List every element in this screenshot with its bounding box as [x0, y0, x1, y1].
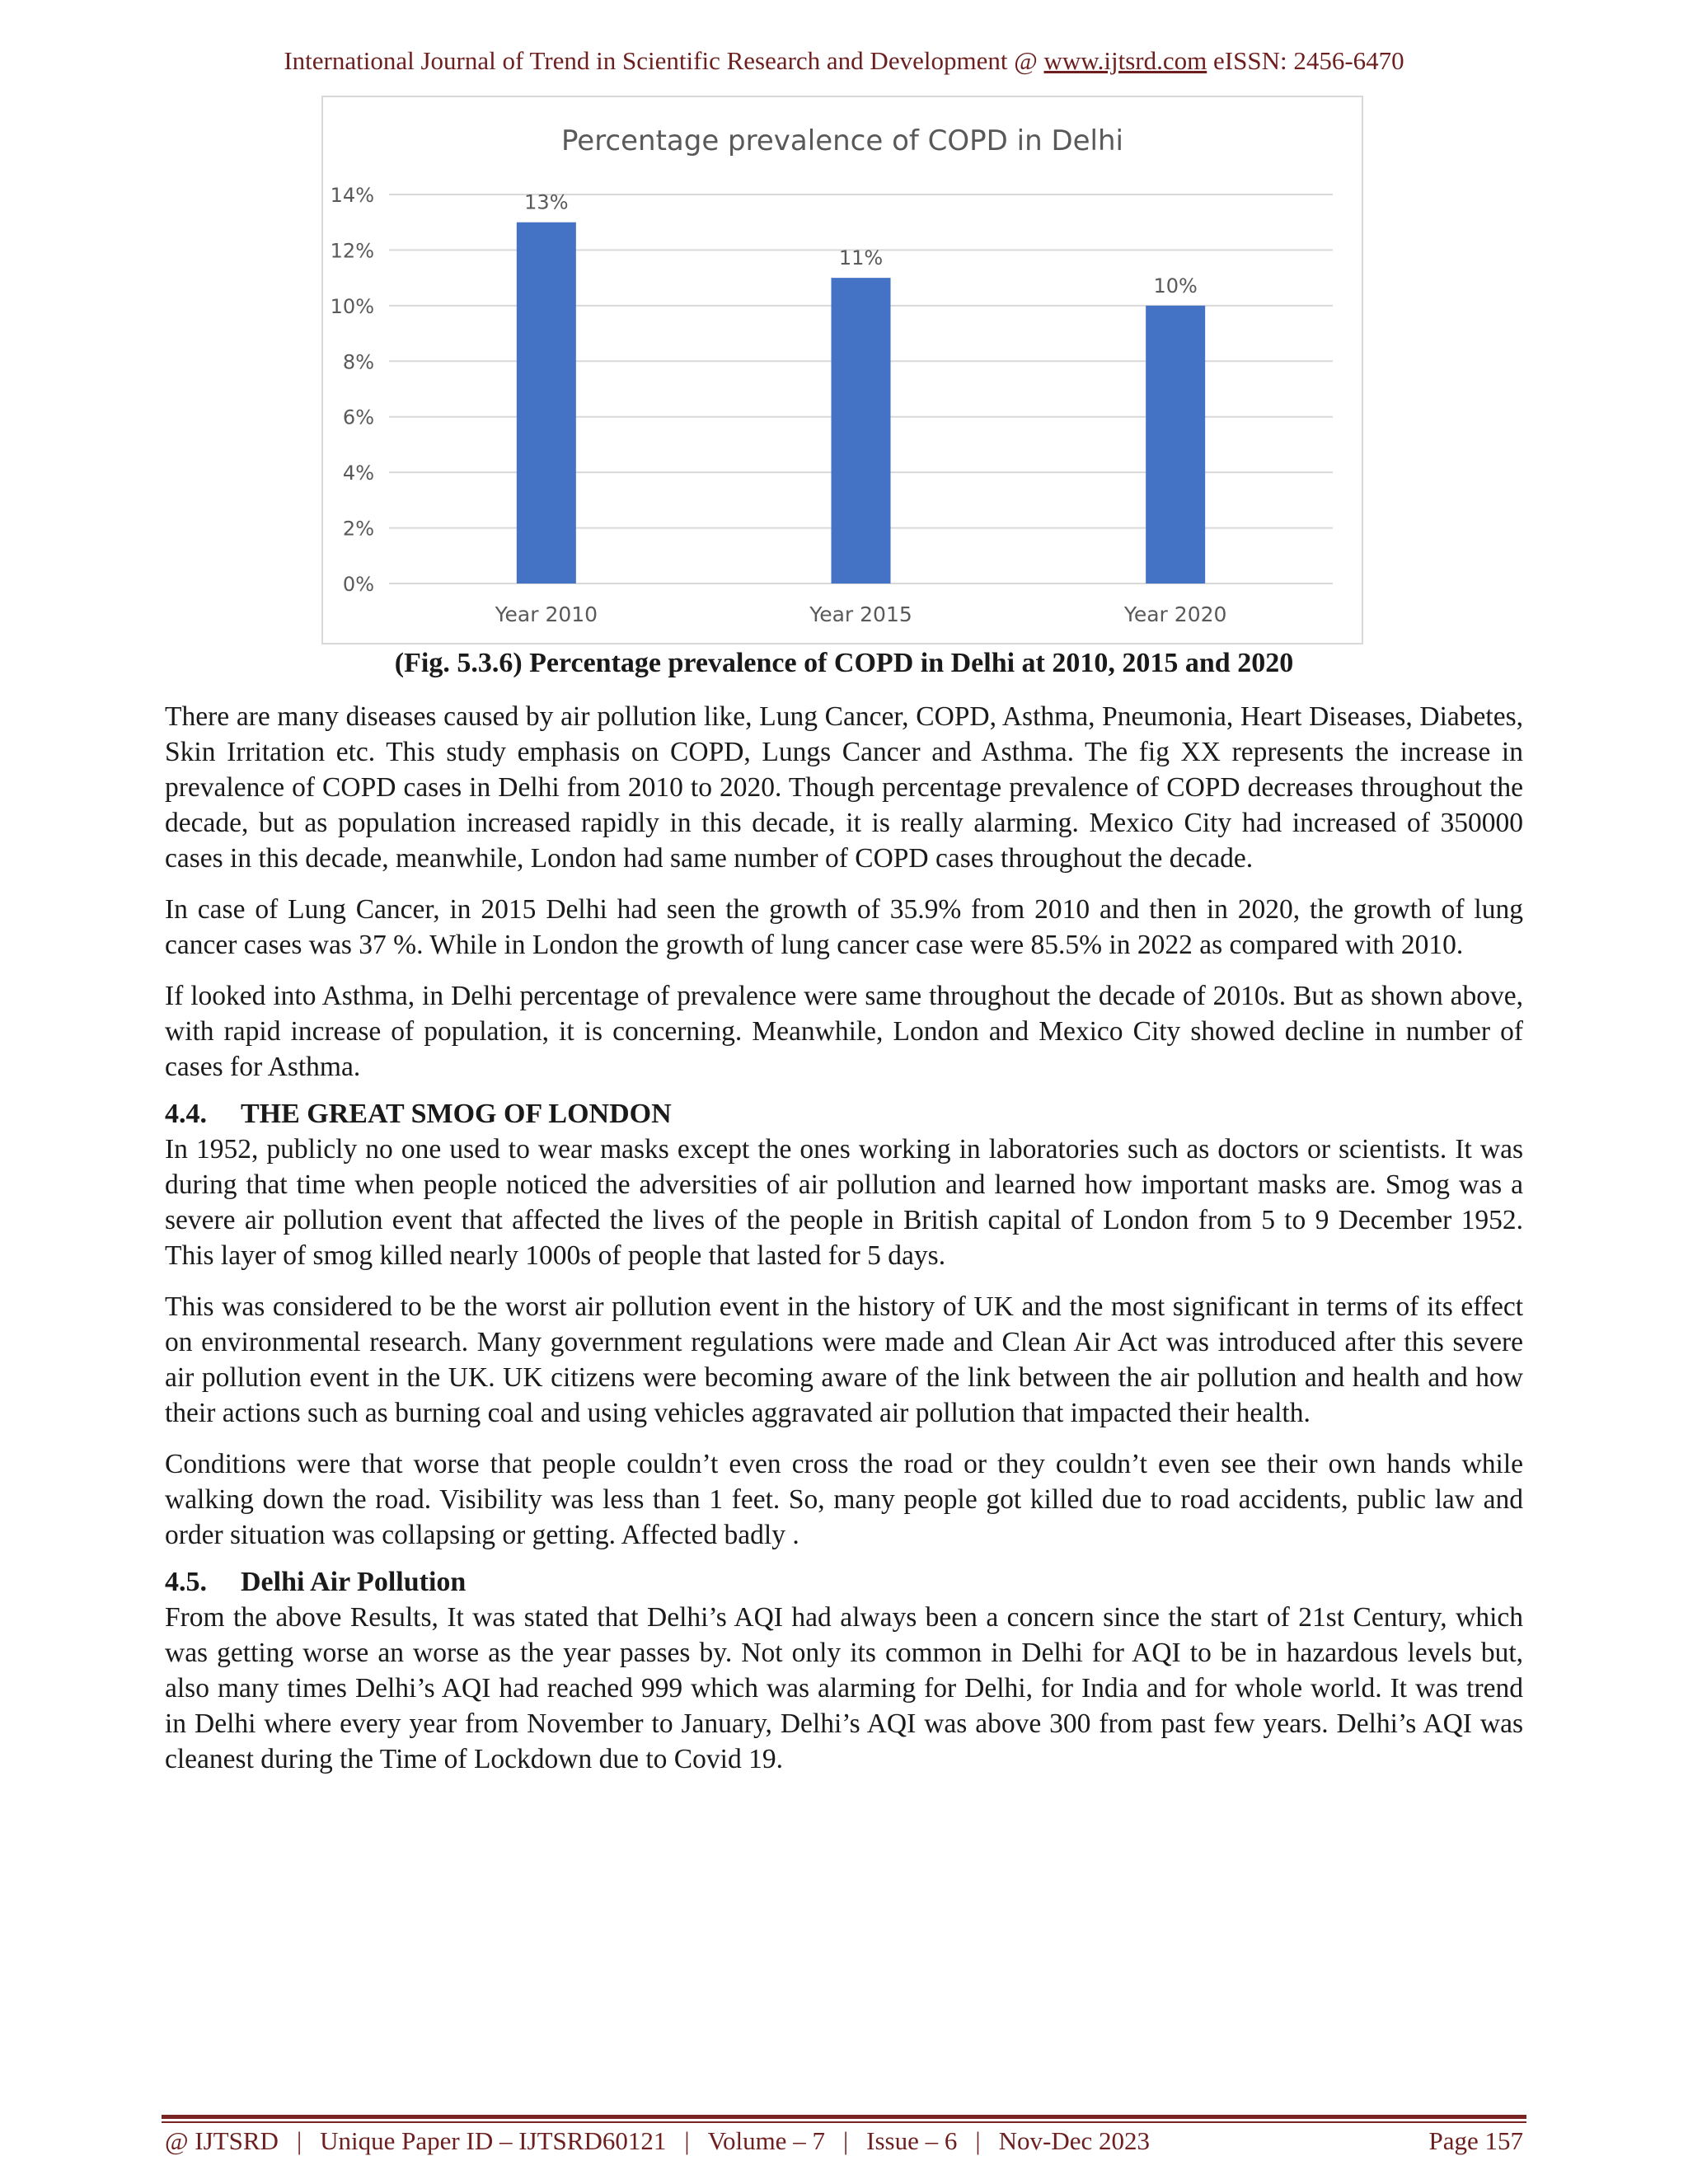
footer-paper-id: Unique Paper ID – IJTSRD60121 [320, 2126, 667, 2155]
chart-title: Percentage prevalence of COPD in Delhi [560, 124, 1124, 157]
section-number: 4.5. [165, 1567, 207, 1597]
bars [517, 223, 1205, 583]
paragraph-lung-cancer: In case of Lung Cancer, in 2015 Delhi had seen the growth of 35.9% from 2010 and then in 2020, the growth of lung cancer cases was 37 %. While in London the growth of lung cancer case were 85.5% in 2022 as compared with 2010. [165, 894, 1523, 960]
chart-svg [323, 97, 1362, 643]
paragraph-smog-3: Conditions were that worse that people couldn’t even cross the road or they couldn’t even see their own hands while walking down the road. Visibility was less than 1 feet. So, many people got killed due to road accidents, public law and order situation was collapsing or getting. Affected badly . [165, 1449, 1523, 1550]
figure-caption: (Fig. 5.3.6) Percentage prevalence of COPD in Delhi at 2010, 2015 and 2020 [394, 648, 1294, 678]
data-label: 10% [1153, 274, 1198, 298]
footer-rule-thick [162, 2115, 1526, 2119]
y-tick-label: 12% [330, 239, 374, 263]
x-tick-label: Year 2015 [809, 602, 912, 626]
y-tick-label: 14% [330, 184, 374, 207]
x-tick-label: Year 2020 [1123, 602, 1227, 626]
journal-link[interactable]: www.ijtsrd.com [1043, 46, 1207, 75]
paragraph-smog-1: In 1952, publicly no one used to wear masks except the ones working in laboratories such as doctors or scientists. It was during that time when people noticed the adversities of air pollution and learned how important masks are. Smog was a severe air pollution event that affected the lives of the people in British capital of London from 5 to 9 December 1952. This layer of smog killed nearly 1000s of people that lasted for 5 days. [165, 1134, 1523, 1271]
copd-chart [321, 96, 1363, 644]
footer-journal: @ IJTSRD [165, 2126, 279, 2155]
bar [832, 278, 891, 583]
footer-date: Nov-Dec 2023 [998, 2126, 1150, 2155]
y-tick-label: 10% [330, 294, 374, 318]
y-tick-label: 4% [342, 462, 374, 485]
paragraph-smog-2: This was considered to be the worst air pollution event in the history of UK and the most significant in terms of its effect on environmental research. Many government regulations were made and Clean Air Act was introduced after this severe air pollution event in the UK. UK citizens were becoming aware of the link between the air pollution and health and how their actions such as burning coal and using vehicles aggravated air pollution that impacted their health. [165, 1291, 1523, 1428]
section-heading-4-4 [165, 1096, 1523, 1132]
paragraph-asthma: If looked into Asthma, in Delhi percentage of prevalence were same throughout the decade of 2010s. But as shown above, with rapid increase of population, it is concerning. Meanwhile, London and Mexico City showed decline in number of cases for Asthma. [165, 981, 1523, 1082]
section-heading-4-5 [165, 1564, 1523, 1600]
header-prefix: International Journal of Trend in Scientific Research and Development @ [284, 46, 1044, 75]
paragraph-diseases: There are many diseases caused by air pollution like, Lung Cancer, COPD, Asthma, Pneumonia, Heart Diseases, Diabetes, Skin Irritation etc. This study emphasis on COPD, Lungs Cancer and Asthma. The fig XX represents the increase in prevalence of COPD cases in Delhi from 2010 to 2020. Though percentage prevalence of COPD decreases throughout the decade, but as population increased rapidly in this decade, it is really alarming. Mexico City had increased of 350000 cases in this decade, meanwhile, London had same number of COPD cases throughout the decade. [165, 701, 1523, 874]
page-footer [165, 2126, 1523, 2156]
section-number: 4.4. [165, 1099, 207, 1129]
x-tick-labels [495, 602, 1227, 626]
bar [517, 223, 576, 583]
bar [1146, 306, 1205, 583]
body-text [165, 699, 1523, 1793]
footer-volume: Volume – 7 [707, 2126, 825, 2155]
section-title: Delhi Air Pollution [241, 1567, 467, 1597]
data-label: 13% [524, 190, 569, 214]
running-header [0, 46, 1688, 76]
x-tick-label: Year 2010 [495, 602, 598, 626]
y-tick-label: 0% [342, 573, 374, 596]
y-tick-label: 6% [342, 405, 374, 429]
data-label: 11% [838, 246, 884, 270]
footer-page-number: Page 157 [1428, 2126, 1523, 2155]
y-tick-label: 2% [342, 517, 374, 541]
header-suffix: eISSN: 2456-6470 [1207, 46, 1404, 75]
footer-rule-thin [162, 2121, 1526, 2123]
section-title: THE GREAT SMOG OF LONDON [241, 1099, 672, 1129]
y-tick-label: 8% [342, 350, 374, 374]
footer-issue: Issue – 6 [866, 2126, 958, 2155]
footer-left: @ IJTSRD | Unique Paper ID – IJTSRD60121 | Volume – 7 | Issue – 6 | Nov-Dec 2023 [165, 2126, 1150, 2155]
y-tick-labels [331, 184, 374, 596]
paragraph-delhi-aqi: From the above Results, It was stated that Delhi’s AQI had always been a concern since the start of 21st Century, which was getting worse an worse as the year passes by. Not only its common in Delhi for AQI to be in hazardous levels but, also many times Delhi’s AQI had reached 999 which was alarming for Delhi, for India and for whole world. It was trend in Delhi where every year from November to January, Delhi’s AQI was above 300 from past few years. Delhi’s AQI was cleanest during the Time of Lockdown due to Covid 19. [165, 1602, 1523, 1774]
